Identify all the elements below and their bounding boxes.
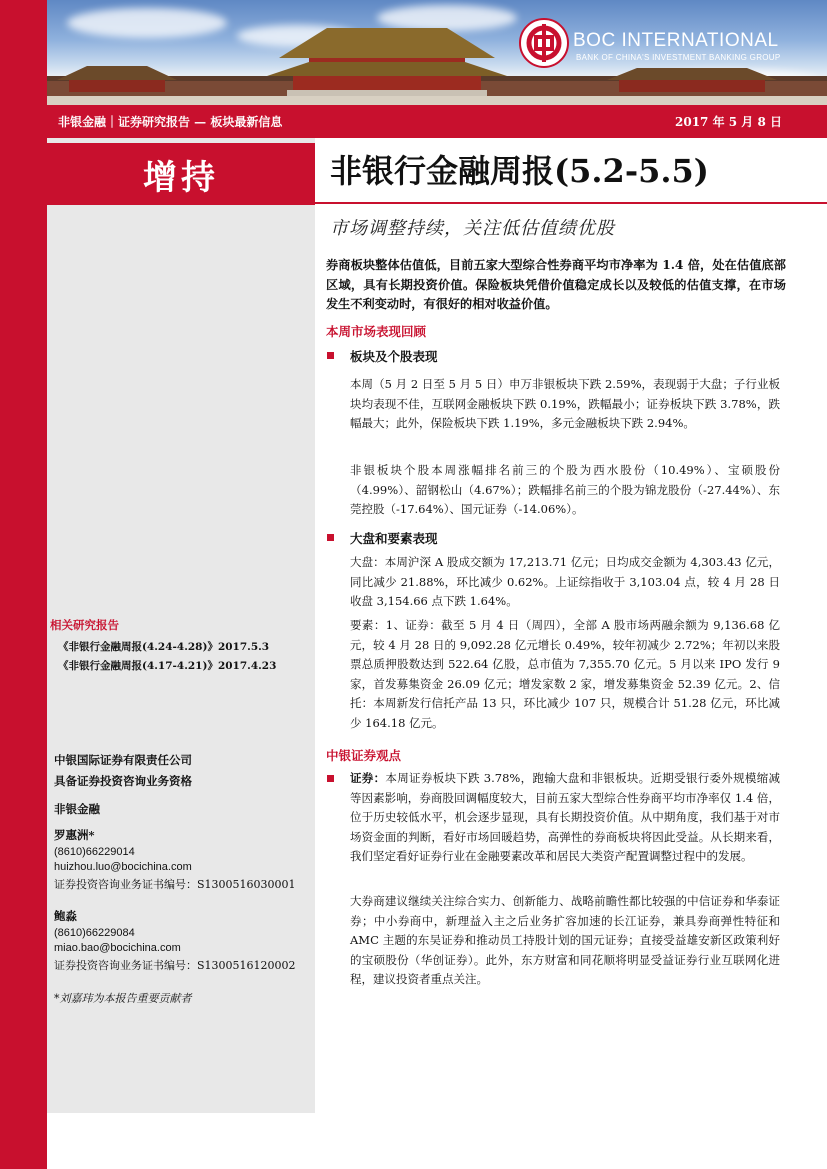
qualification: 具备证券投资咨询业务资格 [54, 774, 192, 788]
contributor-note: *刘嘉玮为本报告重要贡献者 [54, 992, 192, 1005]
subsection-heading: 大盘和要素表现 [350, 531, 438, 546]
boc-logo-icon [519, 18, 569, 68]
sector-label: 非银金融 [54, 802, 100, 816]
analyst-name: 罗惠洲* [54, 828, 95, 842]
stock-performance-paragraph: 非银板块个股本周涨幅排名前三的个股为西水股份（10.49%）、宝硕股份（4.99%）、韶钢松山（4.67%）；跌幅排名前三的个股为锦龙股份（-27.44%）、东莞控股（-17.64%）、国元证券（-14.06%）。 [350, 463, 780, 516]
brand-name: BOC INTERNATIONAL [573, 30, 779, 51]
report-subtitle: 市场调整持续，关注低估值绩优股 [330, 218, 615, 239]
sector-performance-paragraph: 本周（5 月 2 日至 5 月 5 日）申万非银板块下跌 2.59%，表现弱于大盘；子行业板块均表现不佳，互联网金融板块下跌 0.19%，跌幅最小；证券板块下跌 3.78%，跌幅最大；此外，保险板块下跌 1.19%，多元金融板块下跌 2.94%。 [350, 377, 780, 430]
summary-paragraph: 券商板块整体估值低，目前五家大型综合性券商平均市净率为 1.4 倍，处在估值底部区域，具有长期投资价值。保险板块凭借价值稳定成长以及较低的估值支撑，在市场发生不利变动时，有很好的相对收益价值。 [326, 258, 786, 311]
brand-subtitle: BANK OF CHINA'S INVESTMENT BANKING GROUP [576, 53, 781, 62]
section-heading-market-review: 本周市场表现回顾 [326, 324, 427, 339]
recommendation-paragraph: 大券商建议继续关注综合实力、创新能力、战略前瞻性都比较强的中信证券和华泰证券；中小券商中，新理益入主之后业务扩容加速的长江证券，兼具券商弹性特征和 AMC 主题的东吴证券和推动员工持股计划的国元证券；直接受益雄安新区政策利好的宝硕股份（华创证券）。此外，东方财富和同花顺将明显受益证券行业互联网化进程，建议投资者重点关注。 [350, 894, 780, 986]
related-reports-heading: 相关研究报告 [50, 618, 119, 632]
bullet-square-icon [327, 352, 334, 359]
breadcrumb: 非银金融｜证券研究报告 — 板块最新信息 [58, 115, 283, 129]
report-date: 2017 年 5 月 8 日 [675, 115, 782, 129]
bullet-square-icon [327, 534, 334, 541]
analyst-cert: 证券投资咨询业务证书编号：S1300516030001 [54, 878, 296, 891]
factors-paragraph: 要素：1、证券：截至 5 月 4 日（周四），全部 A 股市场两融余额为 9,136.68 亿元，较 4 月 28 日的 9,092.28 亿元增长 0.49%，较年初减少 2.72%；年初以来股票总质押股数达到 522.64 亿股，总市值为 7,355.70 亿元。5 月以来 IPO 发行 9 家，首发募集资金 26.09 亿元；增发家数 2 家，增发募集资金 52.39 亿元。2、信托：本周新发行信托产品 13 只，环比减少 107 只，规模合计 51.28 亿元，环比减少 164.18 亿元。 [350, 618, 780, 730]
analyst-email[interactable]: huizhou.luo@bocichina.com [54, 861, 192, 873]
analyst-phone: (8610)66229084 [54, 927, 135, 939]
title-divider [315, 202, 827, 204]
market-paragraph: 大盘：本周沪深 A 股成交额为 17,213.71 亿元；日均成交金额为 4,303.43 亿元，同比减少 21.88%，环比减少 0.62%。上证综指收于 3,103.04 点，较 4 月 28 日收盘 3,154.66 点下跌 1.64%。 [350, 555, 780, 608]
analyst-phone: (8610)66229014 [54, 846, 135, 858]
analyst-name: 鲍淼 [54, 909, 77, 923]
securities-label: 证券： [350, 771, 386, 785]
analyst-email[interactable]: miao.bao@bocichina.com [54, 942, 181, 954]
bullet-square-icon [327, 775, 334, 782]
securities-view-text: 本周证券板块下跌 3.78%，跑输大盘和非银板块。近期受银行委外规模缩减等因素影响，券商股回调幅度较大，目前五家大型综合性券商平均市净率仅 1.4 倍，位于历史较低水平，机会逐步显现，具有长期投资价值。从中期角度，我们基于对市场资金面的判断，看好市场回暖趋势，高弹性的券商板块将因此受益。从长期来看，我们坚定看好证券行业在金融要素改革和居民大类资产配置调整过程中的发展。 [350, 771, 781, 863]
left-accent-bar [0, 0, 47, 1169]
section-heading-boci-view: 中银证券观点 [326, 748, 402, 763]
related-report-item[interactable]: 《非银行金融周报(4.24-4.28)》2017.5.3 [58, 641, 270, 653]
analyst-cert: 证券投资咨询业务证书编号：S1300516120002 [54, 959, 296, 972]
company-name: 中银国际证券有限责任公司 [54, 753, 192, 767]
subsection-heading: 板块及个股表现 [350, 349, 438, 364]
report-title: 非银行金融周报(5.2-5.5) [330, 152, 709, 190]
rating-label: 增持 [143, 158, 219, 198]
securities-view-paragraph [350, 769, 780, 867]
related-report-item[interactable]: 《非银行金融周报(4.17-4.21)》2017.4.23 [58, 660, 277, 672]
